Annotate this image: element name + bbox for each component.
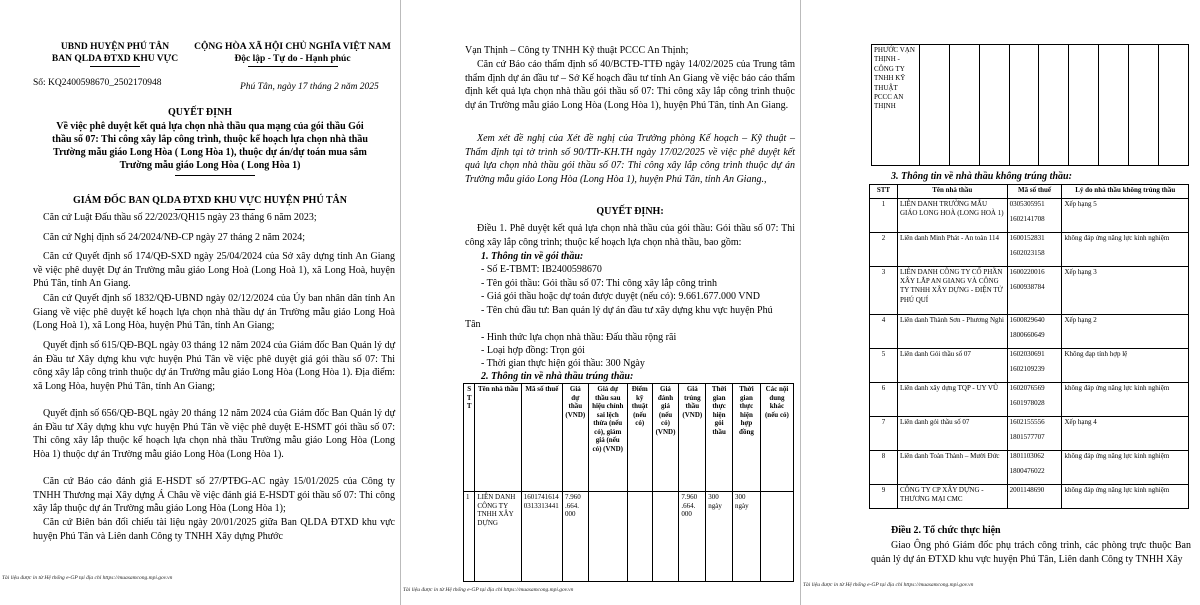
cell: Xếp hạng 2 — [1062, 315, 1189, 349]
cell: Liên danh Toàn Thành – Mười Đức — [897, 451, 1007, 485]
cell — [1069, 45, 1099, 166]
package-info-item: - Số E-TBMT: IB2400598670 — [481, 264, 602, 275]
cell — [652, 492, 679, 582]
page-2 — [401, 0, 800, 605]
tax-code: 1600152831 — [1009, 234, 1045, 242]
subject-rule — [175, 175, 255, 176]
page-3 — [801, 0, 1200, 605]
package-info-item: Tân — [465, 319, 481, 330]
col-header: Tên nhà thầu — [475, 384, 521, 492]
cell — [1159, 45, 1189, 166]
cell: 9 — [870, 485, 898, 509]
tax-code: 1600829640 — [1009, 316, 1045, 324]
paragraph: Vạn Thịnh – Công ty TNHH Kỹ thuật PCCC An Thịnh; — [465, 45, 689, 56]
tax-code: 1801577707 — [1009, 433, 1045, 442]
tax-code: 1602141708 — [1009, 215, 1045, 224]
winning-bidder-table — [463, 383, 794, 582]
cell — [1007, 267, 1062, 315]
cell: 7.960 .664. 000 — [563, 492, 589, 582]
col-header: Giá dự thầu sau hiệu chỉnh sai lệch thừa (nếu có), giảm giá (nếu có) (VND) — [588, 384, 627, 492]
cell: Xếp hạng 4 — [1062, 417, 1189, 451]
tax-code: 1602109239 — [1009, 365, 1045, 374]
subject-line-2: thầu số 07: Thi công xây lắp công trình, thuộc kế hoạch lựa chọn nhà thầu — [52, 134, 368, 145]
subject-line-3: Trường mẫu giáo Long Hòa ( Long Hòa 1), thuộc dự án/dự toán mua sắm — [53, 147, 367, 158]
cell: LIÊN DANH CÔNG TY TNHH XÂY DỰNG — [475, 492, 521, 582]
cell: không đáp ứng năng lực kinh nghiệm — [1062, 451, 1189, 485]
cell: 6 — [870, 383, 898, 417]
table-row — [870, 485, 1189, 509]
col-header: Các nội dung khác (nếu có) — [760, 384, 793, 492]
col-header: Điểm kỹ thuật (nếu có) — [627, 384, 652, 492]
cell — [1007, 451, 1062, 485]
section-1-heading: 1. Thông tin về gói thầu: — [481, 251, 584, 262]
cell: không đáp ứng năng lực kinh nghiệm — [1062, 233, 1189, 267]
package-info-item: - Thời gian thực hiện gói thầu: 300 Ngày — [481, 358, 645, 369]
cell — [1099, 45, 1129, 166]
cell — [1007, 485, 1062, 509]
cell — [627, 492, 652, 582]
tax-code: 1601978028 — [1009, 399, 1045, 408]
cell — [979, 45, 1009, 166]
col-header: Giá đánh giá (nếu có) (VND) — [652, 384, 679, 492]
tax-code: 1800476022 — [1009, 467, 1045, 476]
board-name: BAN QLDA ĐTXD KHU VỰC — [51, 54, 179, 64]
cell — [1129, 45, 1159, 166]
article-2-heading: Điều 2. Tổ chức thực hiện — [891, 525, 1001, 536]
decision-heading: QUYẾT ĐỊNH: — [596, 206, 664, 217]
paragraph: Căn cứ Báo cáo thẩm định số 40/BCTĐ-TTĐ ngày 14/02/2025 của Trung tâm thẩm định dự án đầu tư – Sở Kế hoạch đầu tư tỉnh An Giang về việc báo cáo thẩm định kết quả lựa chọn nhà thầu gói thầu số 07: Thi công xây lắp công trình thuộc dự án Trường mẫu giáo Long Hòa (Long Hòa 1), huyện Phú Tân, tỉnh An Giang. — [465, 59, 795, 111]
table-row — [870, 315, 1189, 349]
tax-code: 0305305951 — [1009, 200, 1045, 208]
paragraph: Căn cứ Quyết định số 174/QĐ-SXD ngày 25/04/2024 của Sở xây dựng tỉnh An Giang về việc phê duyệt Dự án Trường mẫu giáo Long Hoà (Long Hoà 1), xã Long Hoà, huyện Phú Tân, tỉnh An Giang. — [33, 251, 395, 289]
cell — [919, 45, 949, 166]
cell: Xếp hạng 5 — [1062, 199, 1189, 233]
cell: 8 — [870, 451, 898, 485]
cell — [1007, 199, 1062, 233]
article-1: Điều 1. Phê duyệt kết quả lựa chọn nhà thầu của gói thầu: Gói thầu số 07: Thi công xây lắp công trình; thuộc kế hoạch lựa chọn nhà thầu, bao gồm: — [465, 223, 795, 248]
document-number: Số: KQ2400598670_2502170948 — [33, 78, 162, 88]
cell: không đáp ứng năng lực kinh nghiệm — [1062, 383, 1189, 417]
col-header: Mã số thuế — [1007, 185, 1062, 199]
cell: PHƯỚC VẠN THỊNH - CÔNG TY TNHH KỸ THUẬT PCCC AN THỊNH — [872, 45, 920, 166]
table-row — [870, 451, 1189, 485]
section-2-heading: 2. Thông tin về nhà thầu trúng thầu: — [481, 371, 634, 382]
table-row — [870, 199, 1189, 233]
decision-title: QUYẾT ĐỊNH — [168, 107, 232, 118]
cell — [1007, 349, 1062, 383]
cell — [1009, 45, 1039, 166]
footer-note: Tài liệu được in từ Hệ thống e-GP tại địa chỉ https://muasamcong.mpi.gov.vn — [403, 587, 574, 593]
col-header: S T T — [464, 384, 475, 492]
paragraph: Căn cứ Nghị định số 24/2024/NĐ-CP ngày 27 tháng 2 năm 2024; — [43, 232, 305, 243]
tax-code: 1600220016 — [1009, 268, 1045, 276]
table-row — [870, 233, 1189, 267]
col-header: Thời gian thực hiện gói thầu — [706, 384, 733, 492]
cell — [760, 492, 793, 582]
cell: Liên danh Thành Sơn - Phương Nghi — [897, 315, 1007, 349]
table-row — [870, 267, 1189, 315]
cell: 1 — [464, 492, 475, 582]
tax-code: 1600938784 — [1009, 283, 1045, 292]
cell: 300 ngày — [706, 492, 733, 582]
cell: Xếp hạng 3 — [1062, 267, 1189, 315]
paragraph: Quyết định số 615/QĐ-BQL ngày 03 tháng 12 năm 2024 của Giám đốc Ban Quản lý dự án Đầu tư Xây dựng khu vực huyện Phú Tân về việc phê duyệt giá gói thầu số 07: Thi công xây lắp công trình thuộc dự án Trường mẫu giáo Long Hòa (Long Hòa 1). Địa điểm: xã Long Hòa, huyện Phú Tân, tỉnh An Giang; — [33, 340, 395, 392]
table-row — [464, 492, 794, 582]
cell — [1007, 383, 1062, 417]
cell: 7 — [870, 417, 898, 451]
cell: 2 — [870, 233, 898, 267]
cell — [949, 45, 979, 166]
paragraph: Căn cứ Báo cáo đánh giá E-HSDT số 27/PTĐG-AC ngày 15/01/2025 của Công ty TNHH Thương mại Xây dựng Á Châu về việc đánh giá E-HSDT gói thầu số 07: Thi công xây lắp thuộc dự án Trường mẫu giáo Long Hòa (Long Hòa 1); — [33, 476, 395, 514]
cell: Không đạp tính hợp lệ — [1062, 349, 1189, 383]
non-winning-bidders-table — [869, 184, 1189, 509]
header-rule-left — [90, 66, 140, 67]
cell: 1 — [870, 199, 898, 233]
package-info-item: - Loại hợp đồng: Trọn gói — [481, 345, 585, 356]
paragraph: Quyết định số 656/QĐ-BQL ngày 20 tháng 12 năm 2024 của Giám đốc Ban Quản lý dự án Đầu tư Xây dựng khu vực huyện Phú Tân về việc phê duyệt E-HSMT gói thầu số 07: Thi công xây lắp thuộc kế hoạch lựa chọn nhà thầu Trường mẫu giáo Long Hòa (Long Hòa 1) thuộc dự án Trường mẫu giáo Long Hòa (Long Hòa 1). — [33, 408, 395, 460]
national-motto: Độc lập - Tự do - Hạnh phúc — [234, 54, 351, 64]
place-date: Phú Tân, ngày 17 tháng 2 năm 2025 — [240, 82, 379, 92]
footer-note: Tài liệu được in từ Hệ thống e-GP tại địa chỉ https://muasamcong.mpi.gov.vn — [2, 575, 173, 581]
paragraph: Xem xét đề nghị của Xét đề nghị của Trưởng phòng Kế hoạch – Kỹ thuật – Thẩm định tại tờ trình số 90/TTr-KH.TH ngày 17/02/2025 về việc phê duyệt kết quả lựa chọn nhà thầu gói thầu số 07: Thi công xây lắp công trình thuộc dự án Trường mẫu giáo Long Hòa (Long Hòa 1), huyện Phú Tân, tỉnh An Giang., — [465, 133, 795, 185]
header-rule-right — [248, 66, 338, 67]
package-info-item: - Tên chủ đầu tư: Ban quản lý dự án đầu tư xây dựng khu vực huyện Phú — [481, 305, 773, 316]
cell: Liên danh Gói thầu số 07 — [897, 349, 1007, 383]
col-header: Thời gian thực hiện hợp đồng — [733, 384, 761, 492]
table-row — [870, 349, 1189, 383]
table-row — [870, 383, 1189, 417]
col-header: Giá trúng thầu (VND) — [679, 384, 706, 492]
cell — [1007, 417, 1062, 451]
package-info-item: - Giá gói thầu hoặc dự toán được duyệt (nếu có): 9.661.677.000 VND — [481, 291, 760, 302]
cell: Liên danh xây dựng TQP - UY VŨ — [897, 383, 1007, 417]
package-info-item: - Hình thức lựa chọn nhà thầu: Đấu thầu rộng rãi — [481, 332, 677, 343]
cell: không đáp ứng năng lực kinh nghiệm — [1062, 485, 1189, 509]
cell: Liên danh gói thầu số 07 — [897, 417, 1007, 451]
cell: 1601741614 0313313441 — [521, 492, 562, 582]
cell: 7.960 .664. 000 — [679, 492, 706, 582]
subject-line-1: Về việc phê duyệt kết quả lựa chọn nhà thầu qua mạng của gói thầu Gói — [56, 121, 364, 132]
table-row — [870, 417, 1189, 451]
cell: 3 — [870, 267, 898, 315]
cell — [588, 492, 627, 582]
cell — [1007, 233, 1062, 267]
col-header: Lý do nhà thầu không trúng thầu — [1062, 185, 1189, 199]
authority-line: GIÁM ĐỐC BAN QLDA ĐTXD KHU VỰC HUYỆN PHÚ TÂN — [73, 195, 347, 206]
cell: CÔNG TY CP XÂY DỰNG - THƯƠNG MẠI CMC — [897, 485, 1007, 509]
tax-code: 1801103062 — [1009, 452, 1045, 460]
winning-bidder-table-continued — [871, 44, 1189, 166]
cell: LIÊN DANH CÔNG TY CỔ PHẦN XÂY LẮP AN GIANG VÀ CÔNG TY TNHH XÂY DỰNG - ĐIỆN TỬ PHÚ QUÍ — [897, 267, 1007, 315]
col-header: Giá dự thầu (VND) — [563, 384, 589, 492]
cell: 5 — [870, 349, 898, 383]
cell: 4 — [870, 315, 898, 349]
package-info-item: - Tên gói thầu: Gói thầu số 07: Thi công xây lắp công trình — [481, 278, 717, 289]
cell: Liên danh Minh Phát - An toàn 114 — [897, 233, 1007, 267]
footer-note: Tài liệu được in từ Hệ thống e-GP tại địa chỉ https://muasamcong.mpi.gov.vn — [803, 582, 974, 588]
section-3-heading: 3. Thông tin về nhà thầu không trúng thầu: — [891, 171, 1072, 182]
paragraph: Căn cứ Quyết định số 1832/QĐ-UBND ngày 02/12/2024 của Ủy ban nhân dân tỉnh An Giang về việc phê duyệt kế hoạch lựa chọn nhà thầu dự án Trường mẫu giáo Long Hoà (Long Hoà 1), xã Long Hòa, huyện Phú Tân, tỉnh An Giang; — [33, 293, 395, 331]
col-header: Mã số thuế — [521, 384, 562, 492]
tax-code: 1800660649 — [1009, 331, 1045, 340]
tax-code: 1602155556 — [1009, 418, 1045, 426]
paragraph: Căn cứ Luật Đấu thầu số 22/2023/QH15 ngày 23 tháng 6 năm 2023; — [43, 212, 317, 223]
national-title: CỘNG HÒA XÃ HỘI CHỦ NGHĨA VIỆT NAM — [194, 42, 391, 52]
tax-code: 2001148690 — [1009, 486, 1045, 494]
col-header: Tên nhà thầu — [897, 185, 1007, 199]
cell — [1039, 45, 1069, 166]
subject-line-4: Trường mẫu giáo Long Hòa ( Long Hòa 1) — [119, 160, 301, 171]
table-header-row — [870, 185, 1189, 199]
table-row — [872, 45, 1189, 166]
cell: LIÊN DANH TRƯỜNG MẪU GIÁO LONG HOÀ (LONG HOÀ 1) — [897, 199, 1007, 233]
paragraph: Căn cứ Biên bản đối chiếu tài liệu ngày 20/01/2025 giữa Ban QLDA ĐTXD khu vực huyện Phú Tân và Liên danh Công ty TNHH Xây dựng Phước — [33, 517, 395, 542]
cell: 300 ngày — [733, 492, 761, 582]
cell — [1007, 315, 1062, 349]
agency-name: UBND HUYỆN PHÚ TÂN — [60, 42, 170, 52]
tax-code: 1602030691 — [1009, 350, 1045, 358]
authority-rule — [175, 209, 255, 210]
col-header: STT — [870, 185, 898, 199]
table-header-row — [464, 384, 794, 492]
page-1 — [0, 0, 400, 605]
tax-code: 1602076569 — [1009, 384, 1045, 392]
article-2-text: Giao Ông phó Giám đốc phụ trách công trình, các phòng trực thuộc Ban quản lý dự án ĐTXD khu vực huyện Phú Tân, Liên danh Công ty TNHH Xây — [871, 540, 1191, 565]
tax-code: 1602023158 — [1009, 249, 1045, 258]
